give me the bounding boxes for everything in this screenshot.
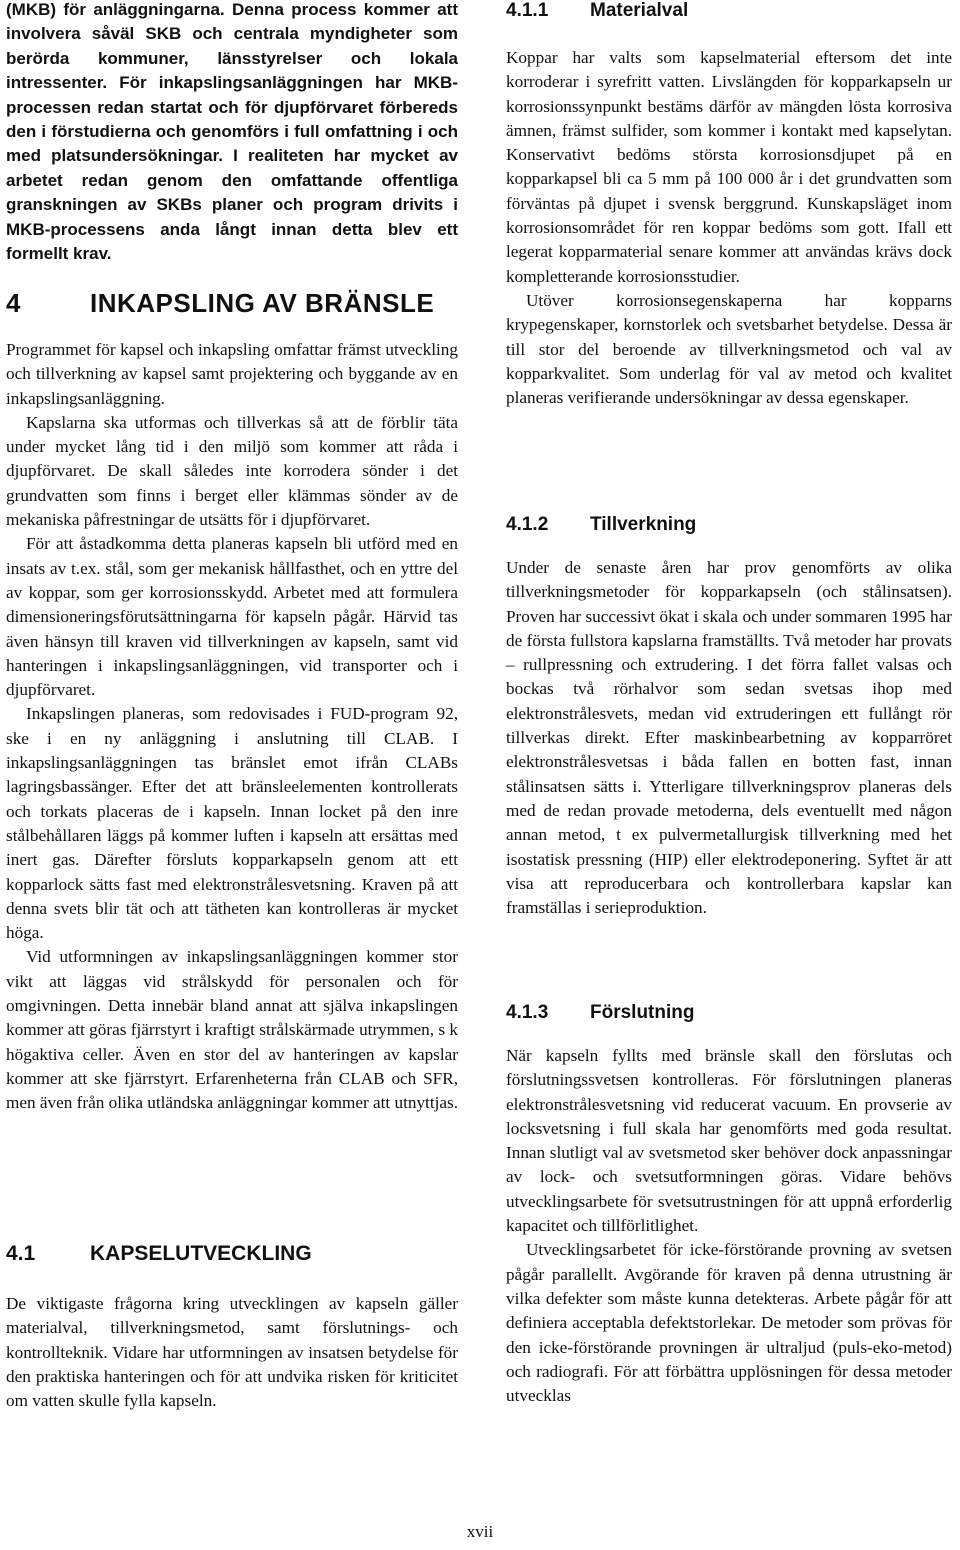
right-column [506, 0, 952, 1510]
section-4-1-3-paragraph: Utvecklingsarbetet för icke-förstörande provning av svetsen pågår parallellt. Avgörande för kraven på denna utrustning är vilka defekter som måste kunna detekteras. Arbete pågår för att definiera acceptabla defektstorlekar. De metoder som prövas för den icke-förstörande provningen är ultraljud (puls-eko-metod) och radiografi. För att förbättra upplösningen för dessa metoder utvecklas [506, 1240, 952, 1406]
section-4-body [6, 338, 458, 1116]
section-4-1-2-paragraph: Under de senaste åren har prov genomförts av olika tillverkningsmetoder för kopparkapseln (och stålinsatsen). Proven har successivt ökat i skala och under sommaren 1995 har de första fullstora kapslarna framställts. Två metoder har provats – rullpressning och extrudering. I det förra fallet valsas och bockas två rörhalvor som sedan svetsas ihop med elektronstrålesvets, medan vid extruderingen ett fullångt rör tillverkas direkt. Efter maskinbearbetning av kopparröret elektronstrålesvetsas i båda fallen en botten fast, innan stålinsatsen sätts i. Ytterligare tillverkningsprov planeras dels med de redan provade metoderna, dels eventuellt med någon annan metod, t ex pulvermetallurgisk tillverkning med het isostatisk pressning (HIP) eller elektrodeponering. Syftet är att visa att reproducerbara och kontrollerbara kapslar kan framställas i serieproduktion. [506, 558, 952, 918]
section-4-1-2-title: Tillverkning [590, 514, 697, 535]
section-4-1-1-body [506, 46, 952, 410]
section-4-1-1-paragraph: Utöver korrosionsegenskaperna har kopparns krypegenskaper, kornstorlek och svetsbarhet betydelse. Dessa är till stor del beroende av tillverkningsmetod och val av kopparkvalitet. Som underlag för val av metod och kvalitet planeras verifierande undersökningar av dessa egenskaper. [506, 290, 952, 408]
section-4-1-paragraph: De viktigaste frågorna kring utvecklingen av kapseln gäller materialval, tillverkningsmetod, samt förslutnings- och kontrollteknik. Vidare har utformningen av insatsen betydelse för den praktiska hanteringen och för att undvika risken för kriticitet om vatten skulle fylla kapseln. [6, 1294, 458, 1411]
section-4-1-number: 4.1 [6, 1242, 36, 1265]
section-4-paragraph: Vid utformningen av inkapslingsanläggningen kommer stor vikt att läggas vid strålskydd för personalen och för omgivningen. Detta innebär bland annat att själva inkapslingen kommer att göras fjärrstyrt i kraftigt strålskärmade utrymmen, s k högaktiva celler. Även en stor del av hanteringen av kapslar kommer att ske fjärrstyrt. Erfarenheterna från CLAB och SFR, men även från olika utländska anläggningar kommer att utnyttjas. [6, 947, 458, 1113]
section-4-number: 4 [6, 288, 21, 318]
section-4-title: INKAPSLING AV BRÄNSLE [90, 288, 435, 318]
section-4-heading [6, 288, 458, 319]
section-4-paragraph: Kapslarna ska utformas och tillverkas så att de förblir täta under mycket lång tid i den miljö som kommer att råda i djupförvaret. De skall således inte korrodera sönder i det grundvatten som finns i berget eller klämmas sönder av de mekaniska påfrestningar de utsätts för i djupförvaret. [6, 412, 458, 530]
section-4-paragraph: För att åstadkomma detta planeras kapseln bli utförd med en insats av t.ex. stål, som ger mekanisk hållfasthet, och en yttre del av koppar, som ger korrosionsskydd. Arbetet med att formulera dimensioneringsförutsättningarna för kapseln pågår. Härvid tas även hänsyn till kraven vid tillverkningen av kapseln, samt vid hanteringen i inkapslingsanläggningen, vid transporter och i djupförvaret. [6, 534, 458, 700]
section-4-1-3-body [506, 1044, 952, 1408]
section-4-paragraph: Inkapslingen planeras, som redovisades i FUD-program 92, ske i en ny anläggning i anslutning till CLAB. I inkapslingsanläggningen tas bränslet emot ifrån CLABs lagringsbassänger. Efter det att bränsleelementen kontrollerats och torkats placeras de i kapseln. Innan locket på den inre stålbehållaren läggs på kommer luften i kapseln att ersättas med inert gas. Därefter försluts kopparkapseln genom att ett kopparlock sätts fast med elektronstrålesvetsning. Kraven på att denna svets blir tät och att tätheten kan kontrolleras är mycket höga. [6, 704, 458, 943]
section-4-1-title: KAPSELUTVECKLING [90, 1242, 312, 1265]
section-4-1-2-body [506, 556, 952, 920]
section-4-1-1-number: 4.1.1 [506, 0, 549, 21]
page-number: xvii [466, 1522, 494, 1541]
intro-paragraph: (MKB) för anläggningarna. Denna process kommer att involvera såväl SKB och centrala myndigheter som berörda kommuner, länsstyrelser och lokala intressenter. För inkapslingsanläggningen har MKB-processen redan startat och för djupförvaret förbereds den i förstudierna och genomförs i full omfattning i och med platsundersökningar. I realiteten har mycket av arbetet redan genom den omfattande offentliga granskningen av SKBs planer och program drivits i MKB-processens anda långt innan detta blev ett formellt krav. [6, 0, 458, 264]
left-column [6, 0, 458, 1510]
section-4-1-1-paragraph: Koppar har valts som kapselmaterial eftersom det inte korroderar i syrefritt vatten. Livslängden för kopparkapseln ur korrosionssynpunkt bestäms därför av mängden lösta korrosiva ämnen, främst sulfider, som kommer i kontakt med kapselytan. Konservativt bedöms största korrosionsdjupet på en kopparkapsel bli ca 5 mm på 100 000 år i det grundvatten som förväntas på djupet i svensk berggrund. Kunskapsläget inom korrosionsområdet för ren koppar bedöms som gott. Ifall ett legerat kopparmaterial senare kommer att användas krävs dock kompletterande korrosionsstudier. [506, 48, 952, 286]
section-4-1-body [6, 1292, 458, 1413]
section-4-1-3-number: 4.1.3 [506, 1002, 549, 1023]
section-4-1-1-heading [506, 0, 952, 22]
section-4-paragraph: Programmet för kapsel och inkapsling omfattar främst utveckling och tillverkning av kapsel samt projektering och byggande av en inkapslingsanläggning. [6, 340, 458, 408]
section-4-1-3-paragraph: När kapseln fyllts med bränsle skall den förslutas och förslutningssvetsen kontrolleras. För förslutningen planeras elektronstrålesvetsning vid reducerat vacuum. En provserie av locksvetsning i full skala har genomförts med goda resultat. Innan slutligt val av svetsmetod sker behöver dock anpassningar av lock- och svetsutformningen göras. Vidare behövs utvecklingsarbete för svetsutrustningen för att uppnå erforderlig kapacitet och tillförlitlighet. [506, 1046, 952, 1236]
section-4-1-3-title: Förslutning [590, 1002, 695, 1023]
section-4-1-2-number: 4.1.2 [506, 514, 549, 535]
section-4-1-heading [6, 1242, 458, 1266]
section-4-1-1-title: Materialval [590, 0, 689, 21]
section-4-1-3-heading [506, 1002, 952, 1024]
section-4-1-2-heading [506, 514, 952, 536]
